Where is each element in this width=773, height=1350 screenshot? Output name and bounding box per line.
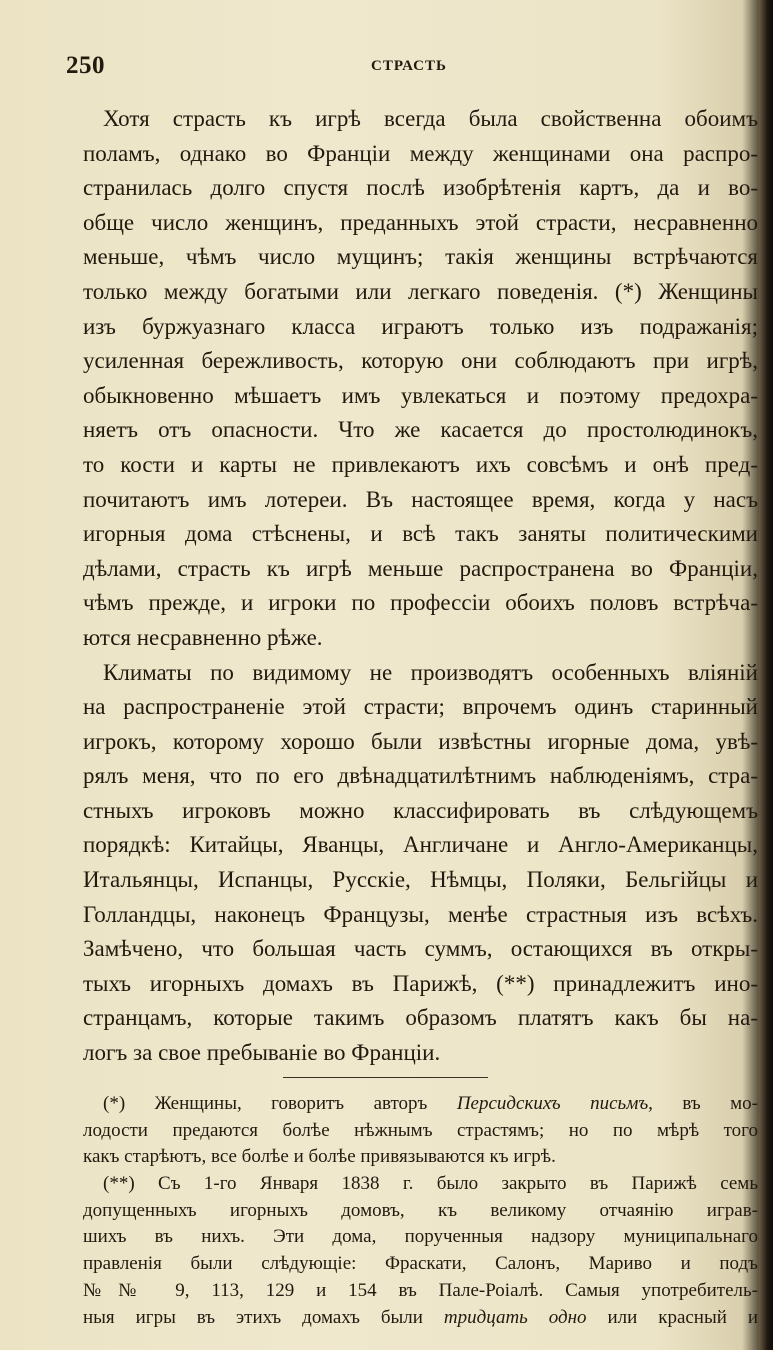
- text-line: странилась долго спустя послѣ изобрѣтенія картъ, да и во-: [83, 175, 758, 201]
- text-line: Климаты по видимому не производятъ особенныхъ вліяній: [103, 659, 758, 685]
- text-line: Голландцы, наконецъ Французы, менѣе страстныя изъ всѣхъ.: [83, 901, 758, 927]
- book-spine-shadow: [759, 0, 773, 1350]
- text-line: на распространеніе этой страсти; впрочемъ одинъ старинный: [83, 694, 758, 720]
- text-line: изъ буржуазнаго класса играютъ только изъ подражанія;: [83, 313, 758, 339]
- page-header: [66, 52, 706, 86]
- text-line: чѣмъ прежде, и игроки по профессіи обоихъ половъ встрѣча-: [83, 590, 758, 616]
- text-line: няетъ отъ опасности. Что же касается до простолюдинокъ,: [83, 417, 758, 443]
- text-line: обыкновенно мѣшаетъ имъ увлекаться и поэтому предохра-: [83, 382, 758, 408]
- footnotes: [83, 1091, 758, 1331]
- footnote-1-text: (*) Женщины, говоритъ авторъ: [103, 1093, 457, 1114]
- text-line: Замѣчено, что большая часть суммъ, остающихся въ откры-: [83, 936, 758, 962]
- footnote-1-line: какъ старѣютъ, все болѣе и болѣе привязываются къ игрѣ.: [83, 1146, 556, 1168]
- footnote-1-text-end: въ мо-: [652, 1093, 758, 1114]
- footnote-1-book-title: Персидскихъ письмъ,: [456, 1093, 653, 1114]
- text-line: логъ за свое пребываніе во Франціи.: [83, 1040, 441, 1066]
- text-line: игорныя дома стѣснены, и всѣ такъ заняты политическими: [83, 521, 758, 547]
- page-number: 250: [66, 52, 105, 79]
- text-line: странцамъ, которые такимъ образомъ платятъ какъ бы на-: [83, 1005, 758, 1031]
- text-line: рялъ меня, что по его двѣнадцатилѣтнимъ наблюденіямъ, стра-: [83, 763, 758, 789]
- text-line: почитаютъ имъ лотереи. Въ настоящее время, когда у насъ: [83, 486, 758, 512]
- footnote-2-line: (**) Съ 1-го Января 1838 г. было закрыто въ Парижѣ семь: [103, 1173, 758, 1195]
- text-line: то кости и карты не привлекаютъ ихъ совсѣмъ и онѣ пред-: [83, 451, 758, 477]
- footnote-2-text: ныя игры въ этихъ домахъ были: [83, 1306, 444, 1328]
- text-line: игрокъ, которому хорошо были извѣстны игорные дома, увѣ-: [83, 728, 758, 754]
- footnote-2-line: шихъ въ нихъ. Эти дома, порученныя надзору муниципальнаго: [83, 1226, 758, 1248]
- text-line: порядкѣ: Китайцы, Яванцы, Англичане и Англо-Американцы,: [83, 832, 758, 858]
- text-line: Хотя страсть къ игрѣ всегда была свойственна обоимъ: [103, 106, 758, 131]
- footnote-2-game-name: тридцать одно: [443, 1306, 587, 1328]
- footnote-1-line: [83, 1091, 758, 1118]
- text-line: ются несравненно рѣже.: [83, 624, 323, 650]
- text-line: дѣлами, страсть къ игрѣ меньше распространена во Франціи,: [83, 555, 758, 581]
- text-line: обще число женщинъ, преданныхъ этой страсти, несравненно: [83, 209, 758, 235]
- footnote-1-line: лодости предаются болѣе нѣжнымъ страстямъ; но по мѣрѣ того: [83, 1119, 758, 1141]
- footnote-2-line: №№ 9, 113, 129 и 154 въ Пале-Роіалѣ. Самыя употребитель-: [83, 1279, 758, 1301]
- footnote-rule: [283, 1077, 488, 1078]
- text-line: меньше, чѣмъ число мущинъ; такія женщины встрѣчаются: [83, 244, 758, 270]
- text-line: тыхъ игорныхъ домахъ въ Парижѣ, (**) принадлежитъ ино-: [83, 970, 758, 996]
- running-head: СТРАСТЬ: [371, 58, 447, 74]
- text-line: стныхъ игроковъ можно классифировать въ слѣдующемъ: [83, 797, 758, 823]
- footnote-2-line: [83, 1305, 758, 1332]
- body-text: [83, 102, 758, 1071]
- text-line: поламъ, однако во Франціи между женщинами она распро-: [83, 140, 758, 166]
- footnote-2-line: допущенныхъ игорныхъ домовъ, къ великому отчаянію играв-: [83, 1199, 758, 1221]
- footnote-2-text-end: или красный и: [586, 1306, 758, 1328]
- text-line: Итальянцы, Испанцы, Русскіе, Нѣмцы, Поляки, Бельгійцы и: [83, 867, 758, 893]
- text-line: усиленная бережливость, которую они соблюдаютъ при игрѣ,: [83, 348, 758, 374]
- footnote-2-line: правленія были слѣдующіе: Фраскати, Салонъ, Мариво и подъ: [83, 1253, 758, 1275]
- text-line: только между богатыми или легкаго поведенія. (*) Женщины: [83, 278, 758, 304]
